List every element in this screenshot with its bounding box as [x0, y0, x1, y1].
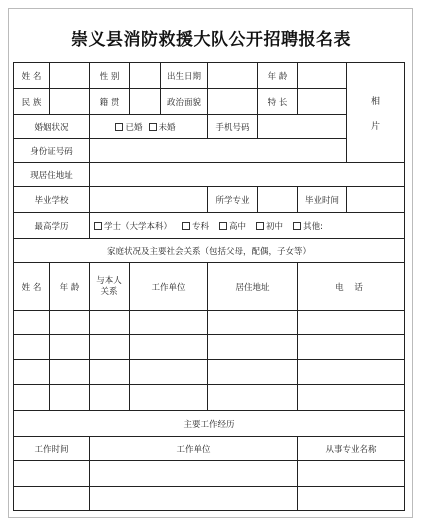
- label-ethnicity: 民 族: [21, 97, 42, 108]
- field-current-address[interactable]: [90, 163, 404, 186]
- option-other-label: 其他:: [303, 221, 323, 232]
- family-col-age: 年 龄: [59, 282, 80, 293]
- photo-label-2: 片: [370, 121, 380, 132]
- field-ethnicity[interactable]: [50, 89, 89, 114]
- label-age: 年 龄: [267, 71, 288, 82]
- marital-options: [90, 115, 207, 138]
- label-school: 毕业学校: [34, 195, 69, 206]
- field-native-place[interactable]: [130, 89, 160, 114]
- checkbox-married[interactable]: [115, 123, 123, 131]
- option-high-school-label: 高中: [229, 221, 247, 232]
- family-row[interactable]: [14, 360, 404, 384]
- field-birth-date[interactable]: [208, 63, 257, 88]
- option-bachelor[interactable]: [94, 220, 172, 232]
- option-bachelor-label: 学士（大学本科）: [104, 221, 173, 232]
- label-birth-date: 出生日期: [166, 71, 201, 82]
- field-gender[interactable]: [130, 63, 160, 88]
- work-col-profession: 从事专业名称: [325, 444, 377, 455]
- work-row[interactable]: [14, 487, 404, 510]
- field-political-status[interactable]: [208, 89, 257, 114]
- field-id-number[interactable]: [90, 139, 346, 162]
- family-row[interactable]: [14, 385, 404, 410]
- option-married[interactable]: [115, 121, 142, 133]
- checkbox-high-school[interactable]: [219, 222, 227, 230]
- label-phone: 手机号码: [215, 122, 250, 133]
- checkbox-other[interactable]: [293, 222, 301, 230]
- label-education: 最高学历: [34, 221, 69, 232]
- label-marital-status: 婚姻状况: [34, 122, 69, 133]
- option-married-label: 已婚: [125, 122, 143, 133]
- option-college-label: 专科: [192, 221, 210, 232]
- label-major: 所学专业: [215, 195, 250, 206]
- label-political-status: 政治面貌: [166, 97, 201, 108]
- work-section-header: 主要工作经历: [183, 419, 235, 430]
- label-graduation-time: 毕业时间: [304, 195, 339, 206]
- option-junior-high-label: 初中: [266, 221, 284, 232]
- label-id-number: 身份证号码: [30, 146, 73, 157]
- family-row[interactable]: [14, 335, 404, 359]
- field-name[interactable]: [50, 63, 89, 88]
- family-col-phone: 电 话: [335, 282, 367, 293]
- label-native-place: 籍 贯: [99, 97, 120, 108]
- family-col-relation: 与本人关系: [96, 275, 122, 297]
- field-phone[interactable]: [258, 115, 346, 138]
- photo-label-1: 相: [370, 96, 380, 107]
- option-other[interactable]: [293, 220, 323, 232]
- checkbox-junior-high[interactable]: [256, 222, 264, 230]
- work-row[interactable]: [14, 461, 404, 486]
- option-unmarried-label: 未婚: [158, 122, 176, 133]
- field-specialty[interactable]: [298, 89, 346, 114]
- label-gender: 性 别: [99, 71, 120, 82]
- field-age[interactable]: [298, 63, 346, 88]
- option-high-school[interactable]: [219, 220, 246, 232]
- field-graduation-time[interactable]: [347, 187, 404, 212]
- checkbox-college[interactable]: [182, 222, 190, 230]
- work-col-employer: 工作单位: [176, 444, 211, 455]
- checkbox-bachelor[interactable]: [94, 222, 102, 230]
- field-major[interactable]: [258, 187, 297, 212]
- option-junior-high[interactable]: [256, 220, 283, 232]
- option-college[interactable]: [182, 220, 209, 232]
- education-options: [90, 213, 404, 238]
- option-unmarried[interactable]: [149, 121, 176, 133]
- work-col-time: 工作时间: [34, 444, 69, 455]
- family-section-header: 家庭状况及主要社会关系（包括父母，配偶，子女等）: [106, 246, 311, 257]
- family-col-name: 姓 名: [21, 282, 42, 293]
- photo-box[interactable]: [347, 63, 404, 162]
- family-col-employer: 工作单位: [151, 282, 186, 293]
- form-title: 崇义县消防救援大队公开招聘报名表: [71, 30, 351, 50]
- checkbox-unmarried[interactable]: [149, 123, 157, 131]
- family-row[interactable]: [14, 311, 404, 334]
- label-name: 姓 名: [21, 71, 42, 82]
- family-col-address: 居住地址: [235, 282, 270, 293]
- label-specialty: 特 长: [267, 97, 288, 108]
- label-current-address: 现居住地址: [30, 170, 73, 181]
- field-school[interactable]: [90, 187, 207, 212]
